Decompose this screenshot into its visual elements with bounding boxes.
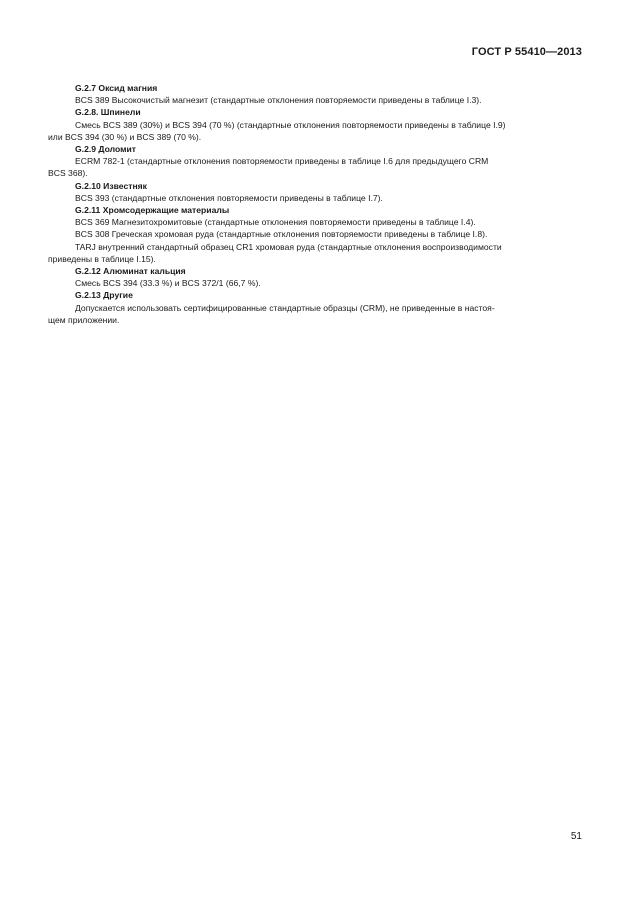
section-heading: G.2.10 Известняк <box>75 180 147 191</box>
section-heading: G.2.13 Другие <box>75 290 133 301</box>
section-text: ECRM 782-1 (стандартные отклонения повторяемости приведены в таблице I.6 для предыдущего CRM <box>75 156 489 167</box>
section-text: BCS 393 (стандартные отклонения повторяемости приведены в таблице I.7). <box>75 192 383 203</box>
section-text: BCS 369 Магнезитохромитовые (стандартные отклонения повторяемости приведены в таблице I.4). <box>75 217 476 228</box>
section-text: Смесь BCS 394 (33.3 %) и BCS 372/1 (66,7 %). <box>75 278 261 289</box>
section-heading: G.2.7 Оксид магния <box>75 83 158 93</box>
section-text: TARJ внутренний стандартный образец CR1 хромовая руда (стандартные отклонения воспроизводимости <box>75 241 502 252</box>
section-heading: G.2.11 Хромсодержащие материалы <box>75 205 230 216</box>
document-standard-code: ГОСТ Р 55410—2013 <box>471 46 582 58</box>
section-text-continuation: приведены в таблице I.15). <box>48 253 156 264</box>
section-text: Допускается использовать сертифицированные стандартные образцы (CRM), не приведенные в настоя- <box>75 302 495 313</box>
section-text-continuation: или BCS 394 (30 %) и BCS 389 (70 %). <box>48 131 202 142</box>
section-text-continuation: щем приложении. <box>48 314 120 325</box>
page-number: 51 <box>570 831 582 842</box>
section-heading: G.2.12 Алюминат кальция <box>75 266 186 277</box>
section-heading: G.2.8. Шпинели <box>75 107 141 118</box>
section-text: BCS 389 Высокочистый магнезит (стандартные отклонения повторяемости приведены в таблице I.3). <box>75 95 482 106</box>
section-text-continuation: BCS 368). <box>48 168 88 179</box>
section-heading: G.2.9 Доломит <box>75 144 136 155</box>
section-text: BCS 308 Греческая хромовая руда (стандартные отклонения повторяемости приведены в таблице I.8). <box>75 229 488 240</box>
section-text: Смесь BCS 389 (30%) и BCS 394 (70 %) (стандартные отклонения повторяемости приведены в таблице I.9) <box>75 119 506 130</box>
appendix-body <box>48 82 582 326</box>
